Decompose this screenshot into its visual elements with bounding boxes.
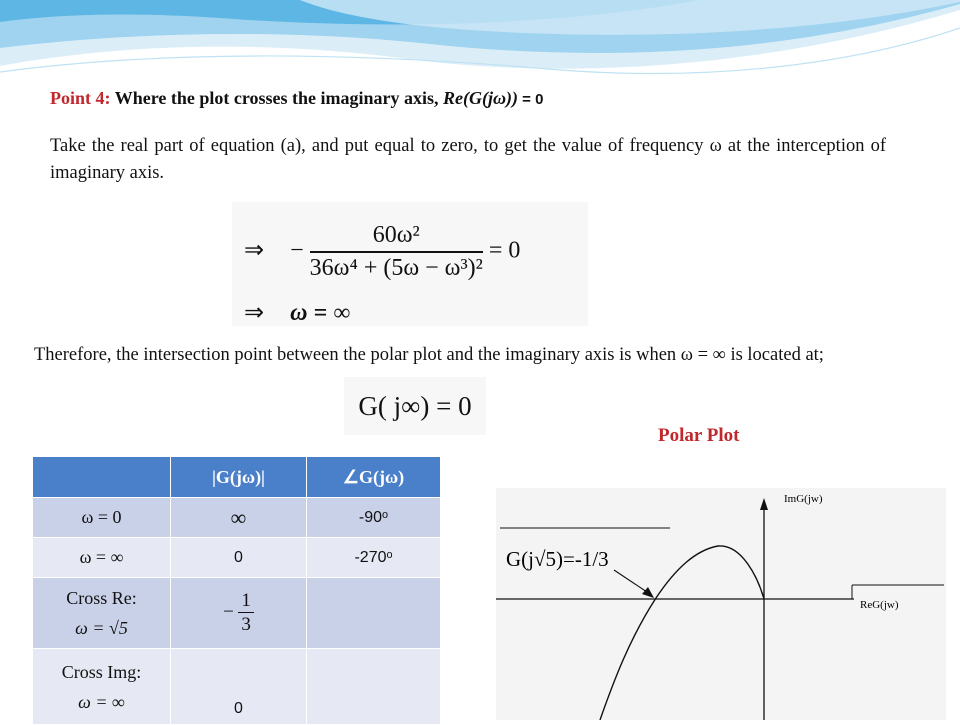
table-row <box>33 649 441 725</box>
paragraph-conclusion: Therefore, the intersection point between the polar plot and the imaginary axis is when ω = ∞ is located at; <box>34 345 824 365</box>
row-phase <box>307 578 441 649</box>
annotation-arrow <box>614 570 650 594</box>
row-magnitude: ∞ <box>171 498 307 538</box>
implies-symbol-2: ⇒ <box>244 300 265 326</box>
frequency-table <box>32 456 441 725</box>
magnitude-fraction <box>238 590 254 637</box>
imaginary-axis-arrow <box>760 498 768 510</box>
real-axis-label: ReG(jw) <box>860 599 899 611</box>
equation-rhs: = 0 <box>488 237 521 264</box>
heading-re-expression: Re(G(jω)) <box>443 88 518 108</box>
table-row <box>33 538 441 578</box>
table-header-row <box>33 457 441 498</box>
annotation-label: G(j√5)=-1/3 <box>506 547 609 571</box>
row-magnitude: 0 <box>171 649 307 725</box>
fraction-numerator: 60ω² <box>310 222 483 253</box>
row-label <box>33 649 171 725</box>
real-part-fraction <box>310 222 483 282</box>
minus-sign: − <box>290 237 304 264</box>
polar-plot-title: Polar Plot <box>658 425 740 446</box>
row-magnitude: 0 <box>171 538 307 578</box>
heading-equals: = 0 <box>518 91 544 108</box>
row-label-line2: ω = ∞ <box>78 691 125 712</box>
row-phase <box>307 649 441 725</box>
magnitude-sign: − <box>223 601 234 623</box>
row-label-line2: ω = √5 <box>75 618 128 638</box>
header-phase: ∠G(jω) <box>307 457 441 498</box>
paragraph-intro: Take the real part of equation (a), and put equal to zero, to get the value of frequency ω at the interception of imaginary axis. <box>50 136 886 183</box>
equation-block <box>232 202 588 326</box>
row-label <box>33 578 171 649</box>
frequency-result: ω = ∞ <box>290 300 351 326</box>
header-decoration <box>0 0 960 90</box>
annotation-arrowhead <box>642 587 654 598</box>
table-row <box>33 498 441 538</box>
point-heading <box>50 88 543 109</box>
polar-plot <box>496 488 946 720</box>
header-empty <box>33 457 171 498</box>
implies-symbol: ⇒ <box>244 237 265 264</box>
fraction-denominator: 36ω⁴ + (5ω − ω³)² <box>309 255 483 281</box>
result-equation: G( j∞) = 0 <box>344 377 486 435</box>
row-label: ω = ∞ <box>33 538 171 578</box>
row-label: ω = 0 <box>33 498 171 538</box>
polar-plot-svg <box>496 488 946 720</box>
row-phase: -90ᵒ <box>307 498 441 538</box>
row-magnitude <box>171 578 307 649</box>
polar-curve <box>600 546 764 720</box>
magnitude-numerator: 1 <box>238 590 254 613</box>
row-label-line1: Cross Img: <box>61 661 142 682</box>
row-label-line1: Cross Re: <box>66 588 137 608</box>
magnitude-denominator: 3 <box>241 613 251 635</box>
heading-text: Where the plot crosses the imaginary axis, <box>114 88 443 108</box>
row-phase: -270ᵒ <box>307 538 441 578</box>
header-magnitude: |G(jω)| <box>171 457 307 498</box>
imaginary-axis-label: ImG(jw) <box>784 493 823 505</box>
point-label: Point 4: <box>50 88 111 108</box>
table-row <box>33 578 441 649</box>
